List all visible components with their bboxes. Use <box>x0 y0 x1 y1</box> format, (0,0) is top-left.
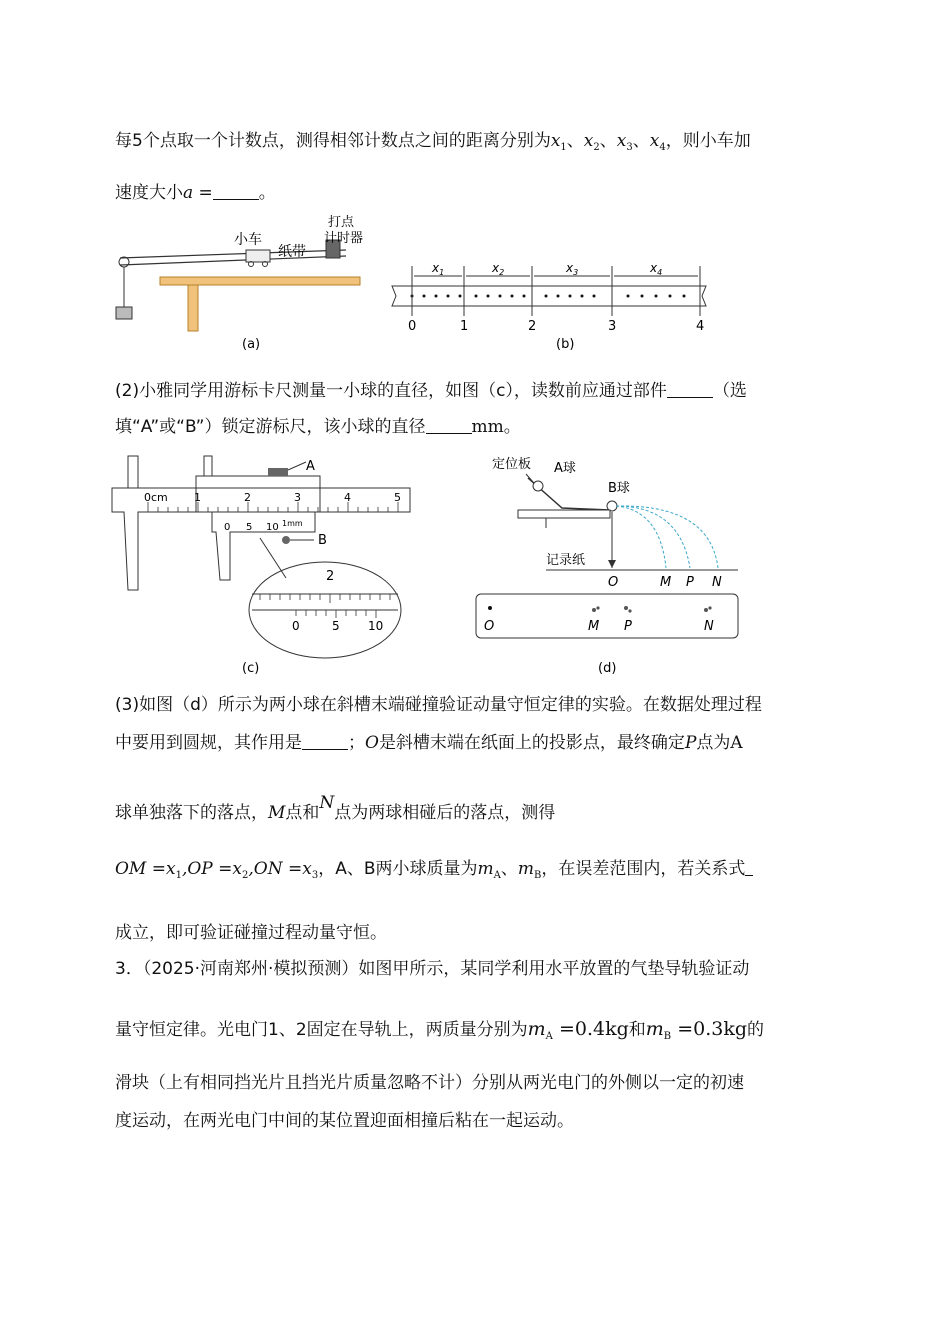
scale-1: 1 <box>194 491 201 504</box>
paragraph-3-line-2: 中要用到圆规，其作用是 ；O是斜槽末端在纸面上的投影点，最终确定P点为A <box>115 733 743 753</box>
paragraph-1-line-2: 速度大小a = 。 <box>115 183 276 203</box>
figure-b-paper-tape <box>386 258 716 354</box>
paragraph-3-line-1: (3)如图（d）所示为两小球在斜槽末端碰撞验证动量守恒定律的实验。在数据处理过程 <box>115 695 762 715</box>
figure-d-collision-setup <box>470 450 750 680</box>
answer-blank <box>745 859 753 876</box>
scale-4: 4 <box>344 491 351 504</box>
paragraph-3-line-4: OM $=x_1,OP =x_2,ON =x_3$，A、B两小球质量为$m_A$、$m_B$，在误差范围内，若关系式 <box>115 856 753 889</box>
question-3-line-2: 量守恒定律。光电门1、2固定在导轨上，两质量分别为$m_A =0.4kg$和$m_B =0.3kg$的 <box>115 1018 765 1042</box>
paper-P: P <box>624 619 632 634</box>
figure-c-vernier-caliper <box>110 450 420 680</box>
mA-symbol: $m_A$ <box>477 859 501 881</box>
x4-symbol: $x_4$ <box>649 131 666 153</box>
zoom-5: 5 <box>332 619 340 633</box>
mB-symbol: $m_B$ <box>517 859 542 881</box>
paragraph-2-line-2: 填“A”或“B”）锁定游标尺，该小球的直径 mm。 <box>115 417 521 437</box>
answer-blank <box>213 183 259 200</box>
question-3-line-3: 滑块（上有相同挡光片且挡光片质量忽略不计）分别从两光电门的外侧以一定的初速 <box>115 1073 744 1093</box>
answer-blank <box>426 417 472 434</box>
part-B-label: B <box>318 533 327 548</box>
label-x4: $x_4$ <box>650 261 663 277</box>
tick-2: 2 <box>528 319 537 334</box>
x2-symbol: $x_2$ <box>583 131 600 153</box>
car-label: 小车 <box>234 232 262 248</box>
vernier-10: 10 <box>266 522 279 533</box>
scale-cm: 0cm <box>144 491 168 504</box>
paragraph-3-line-5: 成立，即可验证碰撞过程动量守恒。 <box>115 923 387 943</box>
text: ，则小车加 <box>665 131 751 151</box>
tick-4: 4 <box>696 319 705 334</box>
ball-B-label: B球 <box>608 481 630 496</box>
part-A-label: A <box>306 459 315 474</box>
zoom-2: 2 <box>326 569 335 584</box>
a-symbol: a <box>183 183 194 203</box>
equation-distances: OM $=x_1,OP =x_2,ON =x_3$ <box>115 859 319 881</box>
point-O: O <box>608 575 619 590</box>
answer-blank <box>667 381 713 398</box>
paper-N: N <box>704 619 714 634</box>
point-N: N <box>712 575 722 590</box>
x3-symbol: $x_3$ <box>616 131 633 153</box>
paragraph-3-line-3: 球单独落下的落点，M点和N点为两球相碰后的落点，测得 <box>115 793 556 823</box>
x1-symbol: $x_1$ <box>550 131 567 153</box>
paragraph-2-line-1: (2)小雅同学用游标卡尺测量一小球的直径，如图（c），读数前应通过部件 （选 <box>115 381 747 401</box>
mB-value: $m_B =0.3kg$ <box>645 1018 748 1042</box>
timer-label-1: 打点 <box>328 215 355 230</box>
mA-value: $m_A =0.4kg$ <box>527 1018 629 1042</box>
caption-c: (c) <box>242 661 260 676</box>
paragraph-1-line-1: 每5个点取一个计数点，测得相邻计数点之间的距离分别为$x_1$、$x_2$、$x_3$、$x_4$，则小车加 <box>115 131 751 153</box>
tick-1: 1 <box>460 319 469 334</box>
text: 每5个点取一个计数点，测得相邻计数点之间的距离分别为 <box>115 131 551 151</box>
caption-a: (a) <box>242 337 261 352</box>
zoom-10: 10 <box>368 619 384 633</box>
timer-label-2: 计时器 <box>324 231 364 246</box>
scale-3: 3 <box>294 491 301 504</box>
vernier-mm: 1mm <box>282 519 303 528</box>
paper-O: O <box>484 619 495 634</box>
scale-5: 5 <box>394 491 401 504</box>
paper-label: 记录纸 <box>546 553 586 568</box>
label-x3: $x_3$ <box>566 261 579 277</box>
question-3-line-1: 3．（2025·河南郑州·模拟预测）如图甲所示，某同学利用水平放置的气垫导轨验证动 <box>115 959 750 979</box>
tape-label: 纸带 <box>278 244 306 260</box>
caption-b: (b) <box>556 337 575 352</box>
figure-a-cart-track <box>110 212 380 354</box>
board-label: 定位板 <box>492 457 532 472</box>
point-M: M <box>660 575 672 590</box>
ball-A-label: A球 <box>554 461 576 476</box>
scale-2: 2 <box>244 491 251 504</box>
question-3-line-4: 度运动，在两光电门中间的某位置迎面相撞后粘在一起运动。 <box>115 1111 574 1131</box>
paper-M: M <box>588 619 600 634</box>
caption-d: (d) <box>598 661 617 676</box>
label-x1: $x_1$ <box>432 261 445 277</box>
tick-3: 3 <box>608 319 617 334</box>
vernier-0: 0 <box>224 522 231 533</box>
vernier-5: 5 <box>246 522 253 533</box>
answer-blank <box>302 733 348 750</box>
point-P: P <box>686 575 694 590</box>
tick-0: 0 <box>408 319 417 334</box>
label-x2: $x_2$ <box>492 261 505 277</box>
zoom-0: 0 <box>292 619 300 633</box>
